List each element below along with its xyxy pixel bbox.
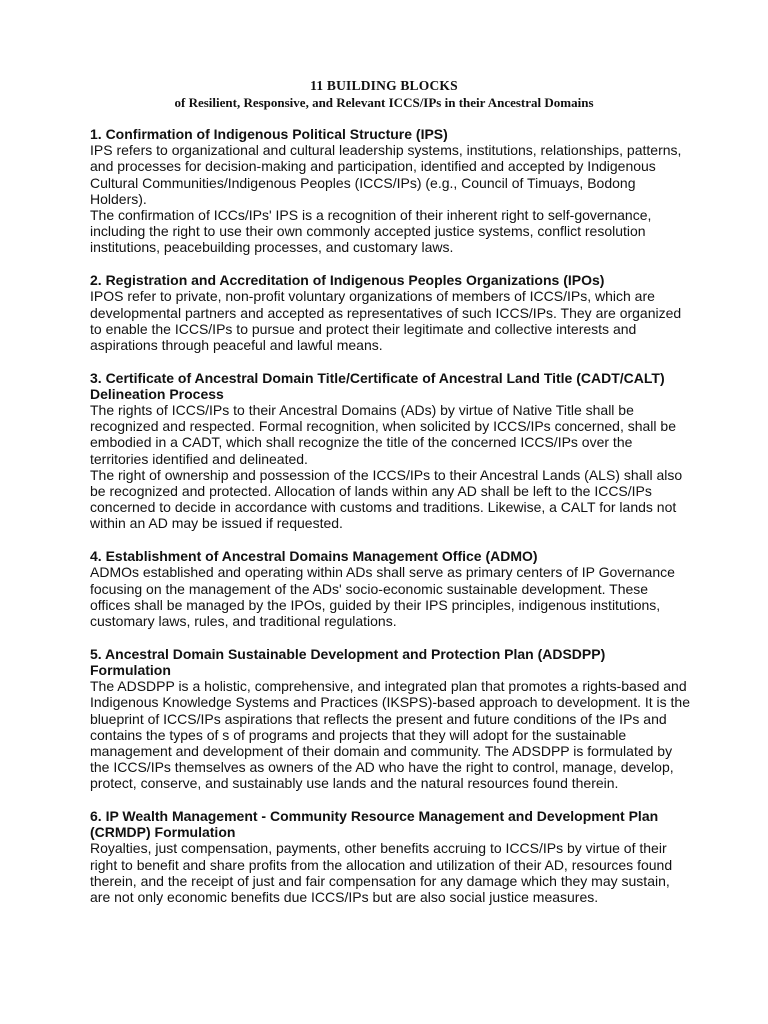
section-adsdpp: [90, 646, 690, 792]
section-paragraph: The confirmation of ICCs/IPs' IPS is a recognition of their inherent right to self-governance, including the right to use their own commonly accepted justice systems, conflict resolution institutions, peacebuilding processes, and customary laws.: [90, 207, 652, 256]
section-heading: 4. Establishment of Ancestral Domains Management Office (ADMO): [90, 548, 538, 565]
title-block: [0, 78, 768, 111]
section-ipos: [90, 272, 690, 353]
section-heading: 3. Certificate of Ancestral Domain Title/Certificate of Ancestral Land Title (CADT/CALT) Delineation Process: [90, 369, 665, 402]
document-title: 11 BUILDING BLOCKS: [310, 78, 458, 93]
section-cadt-calt: [90, 370, 690, 532]
section-heading: 2. Registration and Accreditation of Indigenous Peoples Organizations (IPOs): [90, 272, 605, 289]
section-paragraph: ADMOs established and operating within ADs shall serve as primary centers of IP Governance focusing on the management of the ADs' socio-economic sustainable development. These offices shall be managed by the IPOs, guided by their IPS principles, indigenous institutions, customary laws, rules, and traditional regulations.: [90, 564, 675, 629]
document-subtitle: of Resilient, Responsive, and Relevant ICCS/IPs in their Ancestral Domains: [174, 95, 594, 110]
section-heading: 1. Confirmation of Indigenous Political Structure (IPS): [90, 126, 448, 142]
section-paragraph: Royalties, just compensation, payments, other benefits accruing to ICCS/IPs by virtue of their right to benefit and share profits from the allocation and utilization of their AD, resources found therein, and the receipt of just and fair compensation for any damage which they may sustain, are not only economic benefits due ICCS/IPs but are also social justice measures.: [90, 840, 673, 906]
section-ips: [90, 126, 690, 256]
section-paragraph: IPS refers to organizational and cultural leadership systems, institutions, relationships, patterns, and processes for decision-making and participation, identified and accepted by Indigenous Cultural Communities/Indigenous Peoples (ICCS/IPs) (e.g., Council of Timuays, Bodong Holders).: [90, 142, 682, 207]
section-paragraph: The rights of ICCS/IPs to their Ancestral Domains (ADs) by virtue of Native Title shall be recognized and respected. Formal recognition, when solicited by ICCS/IPs concerned, shall be embodied in a CADT, which shall recognize the title of the concerned ICCS/IPs over the territories identified and delineated.: [90, 402, 676, 467]
section-paragraph: The right of ownership and possession of the ICCS/IPs to their Ancestral Lands (ALS) shall also be recognized and protected. Allocation of lands within any AD shall be left to the ICCS/IPs concerned to decide in accordance with customs and traditions. Likewise, a CALT for lands not within an AD may be issued if requested.: [90, 466, 683, 532]
section-paragraph: IPOS refer to private, non-profit voluntary organizations of members of ICCS/IPs, which are developmental partners and accepted as representatives of such ICCS/IPs. They are organized to enable the ICCS/IPs to pursue and protect their legitimate and collective interests and aspirations through peaceful and lawful means.: [90, 288, 682, 353]
section-crmdp: [90, 808, 690, 905]
section-heading: 5. Ancestral Domain Sustainable Development and Protection Plan (ADSDPP) Formulation: [90, 645, 606, 678]
section-admo: [90, 548, 690, 629]
document-body: [90, 126, 690, 922]
section-paragraph: The ADSDPP is a holistic, comprehensive, and integrated plan that promotes a rights-based and Indigenous Knowledge Systems and Practices (IKSPS)-based approach to development. It is the blueprint of ICCS/IPs aspirations that reflects the present and future conditions of the IPs and contains the types of s of programs and projects that they will adopt for the sustainable management and development of their domain and community. The ADSDPP is formulated by the ICCS/IPs themselves as owners of the AD who have the right to control, manage, develop, protect, conserve, and sustainably use lands and the natural resources found therein.: [90, 678, 691, 792]
section-heading: 6. IP Wealth Management - Community Resource Management and Development Plan (CRMDP) Formulation: [90, 808, 659, 841]
